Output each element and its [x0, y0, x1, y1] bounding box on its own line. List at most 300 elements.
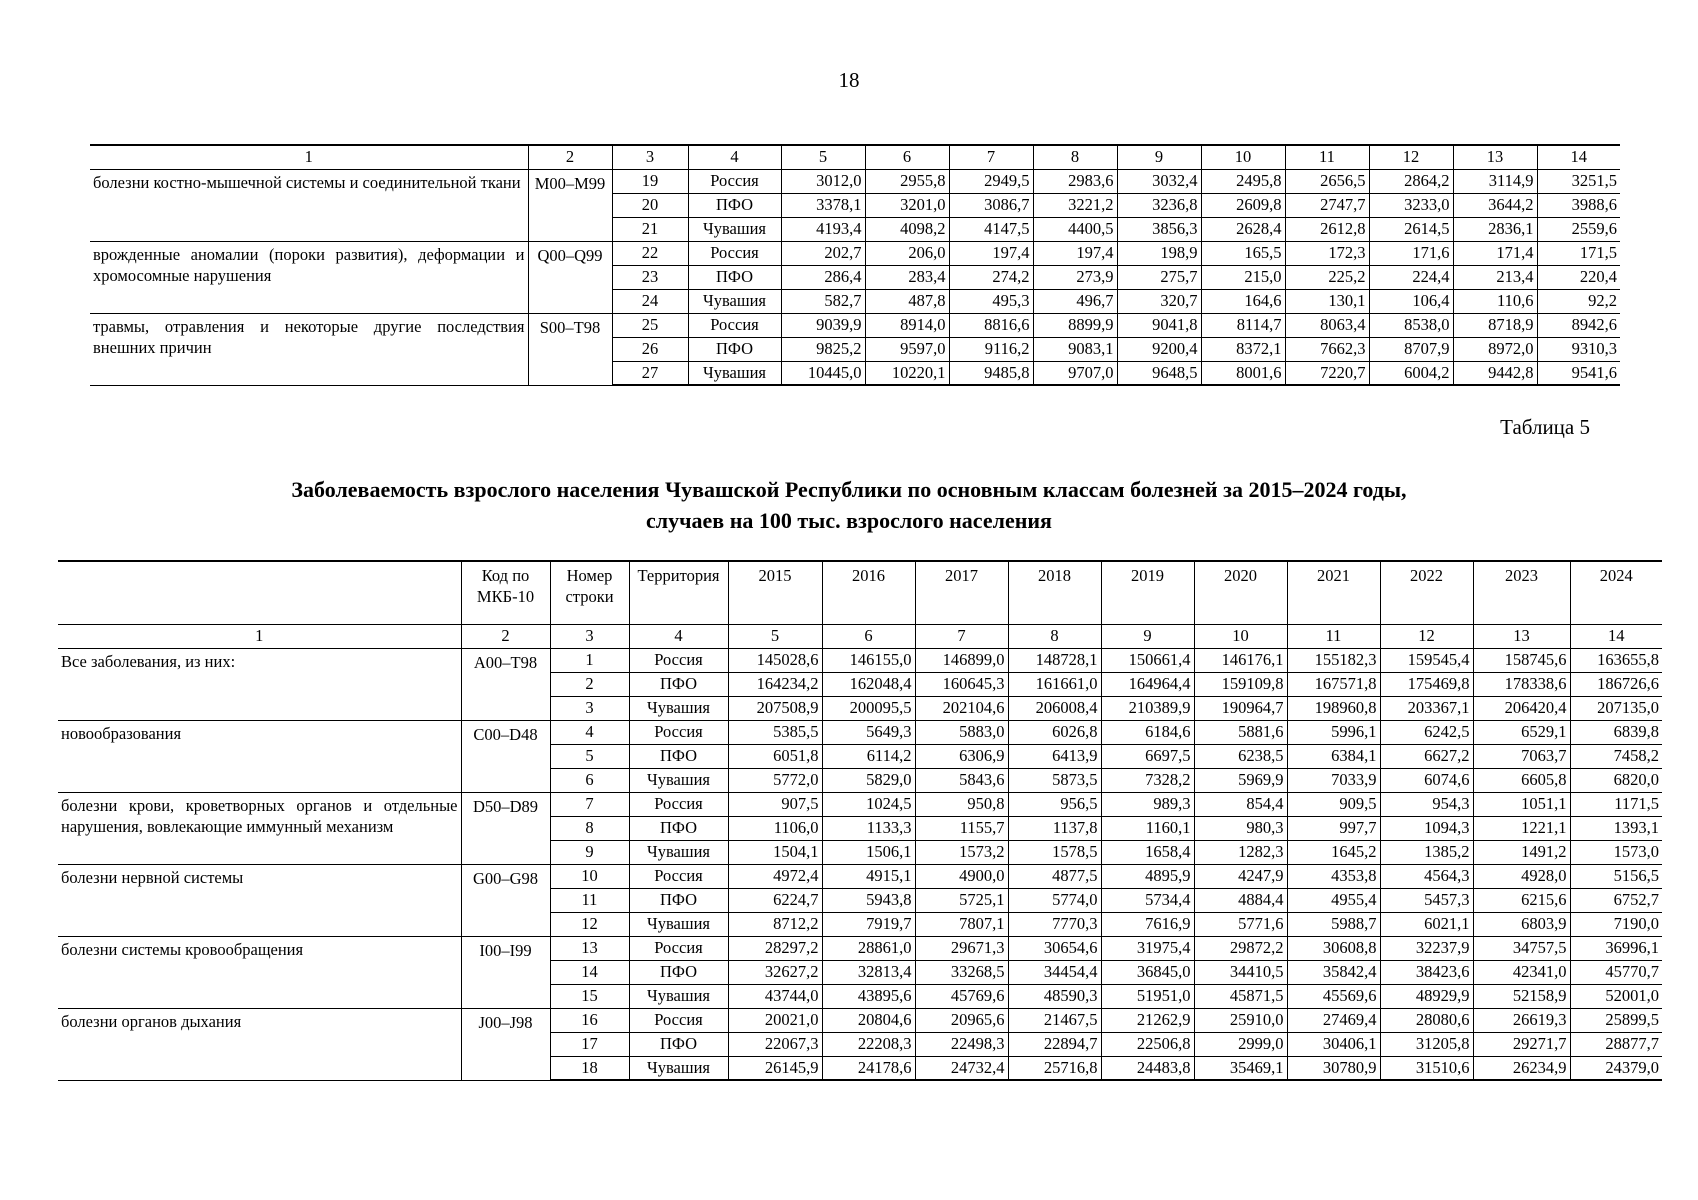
- value-cell: 5943,8: [822, 888, 915, 912]
- value-cell: 207135,0: [1570, 696, 1662, 720]
- row-number: 26: [612, 337, 688, 361]
- row-number: 15: [550, 984, 629, 1008]
- territory: ПФО: [688, 265, 781, 289]
- value-cell: 7662,3: [1285, 337, 1369, 361]
- value-cell: 206420,4: [1473, 696, 1570, 720]
- value-cell: 5385,5: [728, 720, 822, 744]
- value-cell: 8372,1: [1201, 337, 1285, 361]
- value-cell: 220,4: [1537, 265, 1620, 289]
- table-row: [58, 864, 1662, 888]
- disease-class: Все заболевания, из них:: [58, 648, 461, 720]
- row-number: 16: [550, 1008, 629, 1032]
- value-cell: 6114,2: [822, 744, 915, 768]
- territory: Чувашия: [688, 217, 781, 241]
- header-code: Код по МКБ-10: [461, 561, 550, 624]
- value-cell: 7190,0: [1570, 912, 1662, 936]
- value-cell: 36845,0: [1101, 960, 1194, 984]
- value-cell: 273,9: [1033, 265, 1117, 289]
- column-number: 5: [728, 624, 822, 648]
- value-cell: 10220,1: [865, 361, 949, 385]
- value-cell: 92,2: [1537, 289, 1620, 313]
- value-cell: 27469,4: [1287, 1008, 1380, 1032]
- value-cell: 24379,0: [1570, 1056, 1662, 1080]
- table-title: [0, 475, 1698, 537]
- value-cell: 43895,6: [822, 984, 915, 1008]
- value-cell: 6627,2: [1380, 744, 1473, 768]
- value-cell: 33268,5: [915, 960, 1008, 984]
- value-cell: 2559,6: [1537, 217, 1620, 241]
- row-number: 25: [612, 313, 688, 337]
- territory: Россия: [629, 648, 728, 672]
- value-cell: 225,2: [1285, 265, 1369, 289]
- territory: Чувашия: [688, 289, 781, 313]
- header-rownum: Номер строки: [550, 561, 629, 624]
- value-cell: 172,3: [1285, 241, 1369, 265]
- row-number: 2: [550, 672, 629, 696]
- value-cell: 32237,9: [1380, 936, 1473, 960]
- value-cell: 146155,0: [822, 648, 915, 672]
- value-cell: 1137,8: [1008, 816, 1101, 840]
- value-cell: 215,0: [1201, 265, 1285, 289]
- value-cell: 25910,0: [1194, 1008, 1287, 1032]
- value-cell: 8942,6: [1537, 313, 1620, 337]
- value-cell: 198,9: [1117, 241, 1201, 265]
- value-cell: 9597,0: [865, 337, 949, 361]
- value-cell: 164,6: [1201, 289, 1285, 313]
- value-cell: 3378,1: [781, 193, 865, 217]
- value-cell: 45770,7: [1570, 960, 1662, 984]
- value-cell: 2836,1: [1453, 217, 1537, 241]
- icd-code: A00–T98: [461, 648, 550, 720]
- value-cell: 21467,5: [1008, 1008, 1101, 1032]
- value-cell: 29671,3: [915, 936, 1008, 960]
- value-cell: 210389,9: [1101, 696, 1194, 720]
- value-cell: 28861,0: [822, 936, 915, 960]
- table-row: [90, 241, 1620, 265]
- value-cell: 4884,4: [1194, 888, 1287, 912]
- value-cell: 4193,4: [781, 217, 865, 241]
- value-cell: 52001,0: [1570, 984, 1662, 1008]
- value-cell: 495,3: [949, 289, 1033, 313]
- value-cell: 155182,3: [1287, 648, 1380, 672]
- value-cell: 1094,3: [1380, 816, 1473, 840]
- value-cell: 45569,6: [1287, 984, 1380, 1008]
- value-cell: 283,4: [865, 265, 949, 289]
- value-cell: 9116,2: [949, 337, 1033, 361]
- value-cell: 200095,5: [822, 696, 915, 720]
- value-cell: 202,7: [781, 241, 865, 265]
- value-cell: 6752,7: [1570, 888, 1662, 912]
- value-cell: 5156,5: [1570, 864, 1662, 888]
- value-cell: 3644,2: [1453, 193, 1537, 217]
- column-number: 2: [528, 145, 612, 169]
- value-cell: 2949,5: [949, 169, 1033, 193]
- value-cell: 206,0: [865, 241, 949, 265]
- value-cell: 2747,7: [1285, 193, 1369, 217]
- value-cell: 197,4: [1033, 241, 1117, 265]
- row-number: 12: [550, 912, 629, 936]
- value-cell: 198960,8: [1287, 696, 1380, 720]
- value-cell: 8063,4: [1285, 313, 1369, 337]
- icd-code: S00–T98: [528, 313, 612, 385]
- table-row: [58, 792, 1662, 816]
- value-cell: 3236,8: [1117, 193, 1201, 217]
- value-cell: 3233,0: [1369, 193, 1453, 217]
- value-cell: 3856,3: [1117, 217, 1201, 241]
- value-cell: 4353,8: [1287, 864, 1380, 888]
- column-number: 4: [629, 624, 728, 648]
- row-number: 23: [612, 265, 688, 289]
- value-cell: 175469,8: [1380, 672, 1473, 696]
- column-number: 6: [822, 624, 915, 648]
- morbidity-table: [58, 560, 1662, 1081]
- value-cell: 186726,6: [1570, 672, 1662, 696]
- territory: Россия: [629, 1008, 728, 1032]
- value-cell: 8914,0: [865, 313, 949, 337]
- value-cell: 5734,4: [1101, 888, 1194, 912]
- column-number: 11: [1287, 624, 1380, 648]
- territory: Россия: [629, 864, 728, 888]
- value-cell: 6839,8: [1570, 720, 1662, 744]
- value-cell: 6803,9: [1473, 912, 1570, 936]
- row-number: 21: [612, 217, 688, 241]
- value-cell: 159109,8: [1194, 672, 1287, 696]
- header-year: 2015: [728, 561, 822, 624]
- column-number: 10: [1194, 624, 1287, 648]
- value-cell: 25716,8: [1008, 1056, 1101, 1080]
- continuation-table: [90, 144, 1620, 386]
- value-cell: 3032,4: [1117, 169, 1201, 193]
- value-cell: 5772,0: [728, 768, 822, 792]
- column-number: 8: [1008, 624, 1101, 648]
- value-cell: 25899,5: [1570, 1008, 1662, 1032]
- column-number-row: [90, 145, 1620, 169]
- value-cell: 1393,1: [1570, 816, 1662, 840]
- territory: ПФО: [629, 744, 728, 768]
- header-year: 2016: [822, 561, 915, 624]
- value-cell: 26145,9: [728, 1056, 822, 1080]
- value-cell: 9825,2: [781, 337, 865, 361]
- value-cell: 1573,0: [1570, 840, 1662, 864]
- value-cell: 2614,5: [1369, 217, 1453, 241]
- column-number: 7: [915, 624, 1008, 648]
- icd-code: Q00–Q99: [528, 241, 612, 313]
- value-cell: 52158,9: [1473, 984, 1570, 1008]
- value-cell: 48929,9: [1380, 984, 1473, 1008]
- table-row: [58, 648, 1662, 672]
- value-cell: 1282,3: [1194, 840, 1287, 864]
- value-cell: 3988,6: [1537, 193, 1620, 217]
- value-cell: 6384,1: [1287, 744, 1380, 768]
- disease-class: болезни крови, кроветворных органов и отдельные нарушения, вовлекающие иммунный механизм: [58, 792, 461, 864]
- value-cell: 9485,8: [949, 361, 1033, 385]
- value-cell: 22067,3: [728, 1032, 822, 1056]
- column-number: 1: [58, 624, 461, 648]
- value-cell: 1133,3: [822, 816, 915, 840]
- value-cell: 1221,1: [1473, 816, 1570, 840]
- column-number: 8: [1033, 145, 1117, 169]
- value-cell: 130,1: [1285, 289, 1369, 313]
- value-cell: 5881,6: [1194, 720, 1287, 744]
- row-number: 14: [550, 960, 629, 984]
- row-number: 27: [612, 361, 688, 385]
- value-cell: 160645,3: [915, 672, 1008, 696]
- row-number: 22: [612, 241, 688, 265]
- territory: Чувашия: [629, 696, 728, 720]
- value-cell: 9083,1: [1033, 337, 1117, 361]
- value-cell: 582,7: [781, 289, 865, 313]
- value-cell: 5771,6: [1194, 912, 1287, 936]
- value-cell: 34757,5: [1473, 936, 1570, 960]
- value-cell: 4972,4: [728, 864, 822, 888]
- value-cell: 164234,2: [728, 672, 822, 696]
- column-number: 14: [1537, 145, 1620, 169]
- value-cell: 2612,8: [1285, 217, 1369, 241]
- value-cell: 6413,9: [1008, 744, 1101, 768]
- territory: ПФО: [629, 960, 728, 984]
- value-cell: 163655,8: [1570, 648, 1662, 672]
- value-cell: 30654,6: [1008, 936, 1101, 960]
- value-cell: 8712,2: [728, 912, 822, 936]
- value-cell: 7063,7: [1473, 744, 1570, 768]
- row-number: 17: [550, 1032, 629, 1056]
- value-cell: 997,7: [1287, 816, 1380, 840]
- row-number: 3: [550, 696, 629, 720]
- value-cell: 28877,7: [1570, 1032, 1662, 1056]
- value-cell: 35842,4: [1287, 960, 1380, 984]
- value-cell: 45769,6: [915, 984, 1008, 1008]
- territory: Чувашия: [629, 984, 728, 1008]
- column-number: 4: [688, 145, 781, 169]
- row-number: 5: [550, 744, 629, 768]
- value-cell: 9200,4: [1117, 337, 1201, 361]
- value-cell: 35469,1: [1194, 1056, 1287, 1080]
- value-cell: 4098,2: [865, 217, 949, 241]
- value-cell: 30406,1: [1287, 1032, 1380, 1056]
- value-cell: 202104,6: [915, 696, 1008, 720]
- value-cell: 2864,2: [1369, 169, 1453, 193]
- icd-code: C00–D48: [461, 720, 550, 792]
- value-cell: 854,4: [1194, 792, 1287, 816]
- value-cell: 34454,4: [1008, 960, 1101, 984]
- value-cell: 5649,3: [822, 720, 915, 744]
- value-cell: 36996,1: [1570, 936, 1662, 960]
- row-number: 8: [550, 816, 629, 840]
- territory: Россия: [688, 313, 781, 337]
- value-cell: 31205,8: [1380, 1032, 1473, 1056]
- value-cell: 171,4: [1453, 241, 1537, 265]
- value-cell: 3114,9: [1453, 169, 1537, 193]
- value-cell: 4895,9: [1101, 864, 1194, 888]
- value-cell: 7770,3: [1008, 912, 1101, 936]
- value-cell: 29271,7: [1473, 1032, 1570, 1056]
- value-cell: 51951,0: [1101, 984, 1194, 1008]
- value-cell: 206008,4: [1008, 696, 1101, 720]
- value-cell: 4915,1: [822, 864, 915, 888]
- territory: Россия: [629, 936, 728, 960]
- value-cell: 6820,0: [1570, 768, 1662, 792]
- value-cell: 22506,8: [1101, 1032, 1194, 1056]
- value-cell: 5829,0: [822, 768, 915, 792]
- value-cell: 907,5: [728, 792, 822, 816]
- value-cell: 8707,9: [1369, 337, 1453, 361]
- header-year: 2022: [1380, 561, 1473, 624]
- value-cell: 159545,4: [1380, 648, 1473, 672]
- value-cell: 4147,5: [949, 217, 1033, 241]
- value-cell: 21262,9: [1101, 1008, 1194, 1032]
- value-cell: 22894,7: [1008, 1032, 1101, 1056]
- value-cell: 203367,1: [1380, 696, 1473, 720]
- value-cell: 6021,1: [1380, 912, 1473, 936]
- value-cell: 286,4: [781, 265, 865, 289]
- value-cell: 31510,6: [1380, 1056, 1473, 1080]
- value-cell: 213,4: [1453, 265, 1537, 289]
- value-cell: 9541,6: [1537, 361, 1620, 385]
- value-cell: 950,8: [915, 792, 1008, 816]
- territory: ПФО: [629, 1032, 728, 1056]
- value-cell: 320,7: [1117, 289, 1201, 313]
- value-cell: 2983,6: [1033, 169, 1117, 193]
- value-cell: 45871,5: [1194, 984, 1287, 1008]
- territory: ПФО: [688, 193, 781, 217]
- value-cell: 161661,0: [1008, 672, 1101, 696]
- value-cell: 7616,9: [1101, 912, 1194, 936]
- value-cell: 3221,2: [1033, 193, 1117, 217]
- territory: ПФО: [688, 337, 781, 361]
- value-cell: 8001,6: [1201, 361, 1285, 385]
- column-number: 5: [781, 145, 865, 169]
- value-cell: 30780,9: [1287, 1056, 1380, 1080]
- value-cell: 26234,9: [1473, 1056, 1570, 1080]
- territory: Чувашия: [688, 361, 781, 385]
- value-cell: 2609,8: [1201, 193, 1285, 217]
- value-cell: 1385,2: [1380, 840, 1473, 864]
- table-row: [58, 720, 1662, 744]
- value-cell: 110,6: [1453, 289, 1537, 313]
- column-number: 12: [1369, 145, 1453, 169]
- value-cell: 989,3: [1101, 792, 1194, 816]
- value-cell: 171,6: [1369, 241, 1453, 265]
- territory: Чувашия: [629, 912, 728, 936]
- value-cell: 1051,1: [1473, 792, 1570, 816]
- value-cell: 956,5: [1008, 792, 1101, 816]
- value-cell: 7807,1: [915, 912, 1008, 936]
- column-number: 12: [1380, 624, 1473, 648]
- header-year: 2018: [1008, 561, 1101, 624]
- column-number: 6: [865, 145, 949, 169]
- value-cell: 6051,8: [728, 744, 822, 768]
- value-cell: 1504,1: [728, 840, 822, 864]
- value-cell: 197,4: [949, 241, 1033, 265]
- value-cell: 146899,0: [915, 648, 1008, 672]
- column-number: 9: [1117, 145, 1201, 169]
- value-cell: 7220,7: [1285, 361, 1369, 385]
- value-cell: 32813,4: [822, 960, 915, 984]
- territory: Россия: [629, 720, 728, 744]
- value-cell: 980,3: [1194, 816, 1287, 840]
- value-cell: 6605,8: [1473, 768, 1570, 792]
- row-number: 24: [612, 289, 688, 313]
- value-cell: 7328,2: [1101, 768, 1194, 792]
- row-number: 7: [550, 792, 629, 816]
- value-cell: 9039,9: [781, 313, 865, 337]
- value-cell: 2628,4: [1201, 217, 1285, 241]
- value-cell: 5988,7: [1287, 912, 1380, 936]
- header-blank: [58, 561, 461, 624]
- row-number: 18: [550, 1056, 629, 1080]
- table-row: [90, 169, 1620, 193]
- territory: Чувашия: [629, 1056, 728, 1080]
- table-row: [58, 1008, 1662, 1032]
- row-number: 20: [612, 193, 688, 217]
- value-cell: 30608,8: [1287, 936, 1380, 960]
- value-cell: 4400,5: [1033, 217, 1117, 241]
- row-number: 9: [550, 840, 629, 864]
- value-cell: 167571,8: [1287, 672, 1380, 696]
- value-cell: 6224,7: [728, 888, 822, 912]
- value-cell: 909,5: [1287, 792, 1380, 816]
- icd-code: I00–I99: [461, 936, 550, 1008]
- disease-class: болезни костно-мышечной системы и соединительной ткани: [90, 169, 528, 241]
- title-line-1: Заболеваемость взрослого населения Чувашской Республики по основным классам болезней за 2015–2024 годы,: [291, 477, 1407, 502]
- column-number: 10: [1201, 145, 1285, 169]
- value-cell: 4877,5: [1008, 864, 1101, 888]
- column-number: 7: [949, 145, 1033, 169]
- column-number: 1: [90, 145, 528, 169]
- row-number: 10: [550, 864, 629, 888]
- disease-class: новообразования: [58, 720, 461, 792]
- value-cell: 6004,2: [1369, 361, 1453, 385]
- value-cell: 5969,9: [1194, 768, 1287, 792]
- value-cell: 4955,4: [1287, 888, 1380, 912]
- value-cell: 9707,0: [1033, 361, 1117, 385]
- value-cell: 274,2: [949, 265, 1033, 289]
- column-number: 3: [550, 624, 629, 648]
- row-number: 13: [550, 936, 629, 960]
- value-cell: 2999,0: [1194, 1032, 1287, 1056]
- value-cell: 158745,6: [1473, 648, 1570, 672]
- value-cell: 165,5: [1201, 241, 1285, 265]
- value-cell: 8899,9: [1033, 313, 1117, 337]
- value-cell: 275,7: [1117, 265, 1201, 289]
- value-cell: 31975,4: [1101, 936, 1194, 960]
- column-number: 11: [1285, 145, 1369, 169]
- value-cell: 5725,1: [915, 888, 1008, 912]
- row-number: 19: [612, 169, 688, 193]
- value-cell: 7033,9: [1287, 768, 1380, 792]
- value-cell: 6184,6: [1101, 720, 1194, 744]
- header-year: 2019: [1101, 561, 1194, 624]
- value-cell: 496,7: [1033, 289, 1117, 313]
- value-cell: 20021,0: [728, 1008, 822, 1032]
- value-cell: 5873,5: [1008, 768, 1101, 792]
- value-cell: 6215,6: [1473, 888, 1570, 912]
- value-cell: 22498,3: [915, 1032, 1008, 1056]
- value-cell: 22208,3: [822, 1032, 915, 1056]
- disease-class: болезни нервной системы: [58, 864, 461, 936]
- column-number: 13: [1453, 145, 1537, 169]
- column-number-row: [58, 624, 1662, 648]
- table-row: [58, 936, 1662, 960]
- value-cell: 4928,0: [1473, 864, 1570, 888]
- value-cell: 6529,1: [1473, 720, 1570, 744]
- column-number: 3: [612, 145, 688, 169]
- value-cell: 1658,4: [1101, 840, 1194, 864]
- value-cell: 2495,8: [1201, 169, 1285, 193]
- value-cell: 6242,5: [1380, 720, 1473, 744]
- value-cell: 1506,1: [822, 840, 915, 864]
- column-number: 14: [1570, 624, 1662, 648]
